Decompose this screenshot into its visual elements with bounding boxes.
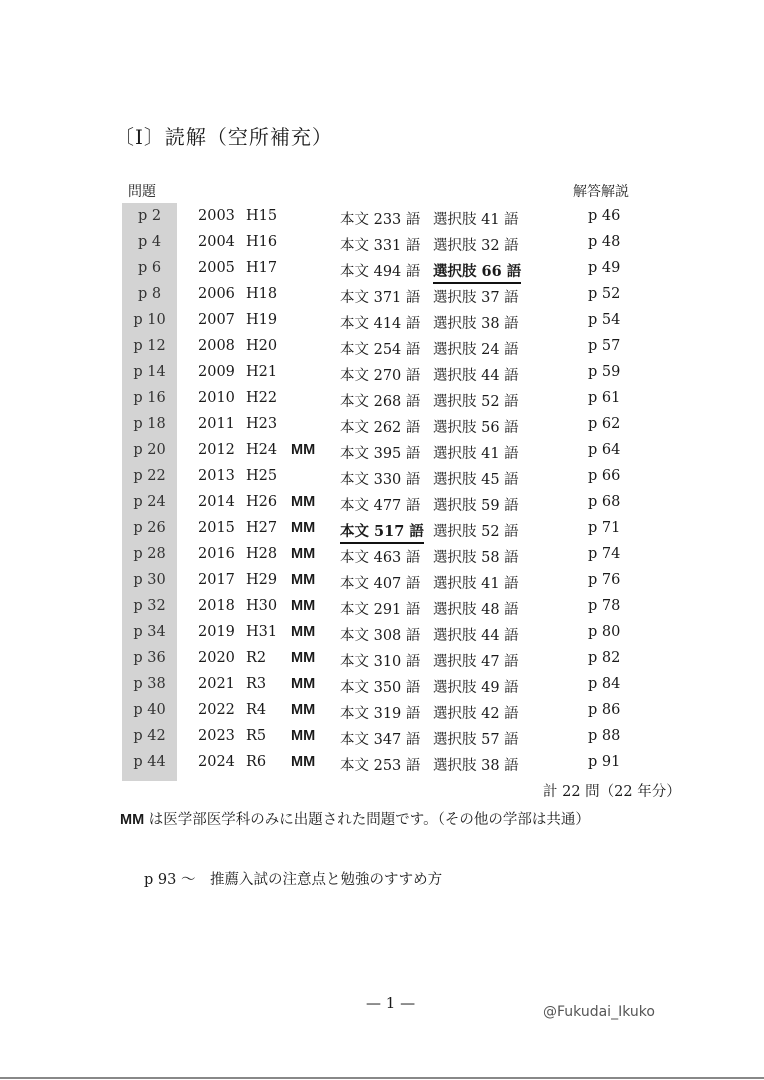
choice-word-count: 選択肢 52 語 [433,394,519,410]
answer-page: p 52 [588,286,621,302]
year: 2017 [198,572,235,588]
mm-flag: MM [291,702,316,718]
answer-page: p 59 [588,364,621,380]
text-word-count: 本文 319 語 [340,706,421,722]
mm-note-label: MM [120,812,145,828]
table-row [0,516,764,542]
question-page: p 2 [137,208,162,224]
choice-word-count: 選択肢 52 語 [433,524,519,540]
table-row [0,386,764,412]
question-page: p 26 [133,520,166,536]
question-page: p 4 [137,234,162,250]
answer-page: p 88 [588,728,621,744]
era-year: H24 [246,442,278,458]
choice-word-count: 選択肢 48 語 [433,602,519,618]
question-page: p 6 [137,260,162,276]
era-year: H20 [246,338,278,354]
answer-page: p 57 [588,338,621,354]
mm-note [120,808,590,829]
table-row [0,750,764,776]
question-page: p 8 [137,286,162,302]
year: 2018 [198,598,235,614]
era-year: H16 [246,234,278,250]
question-page: p 18 [133,416,166,432]
choice-word-count-max: 選択肢 66 語 [433,260,521,284]
year: 2004 [198,234,235,250]
question-page: p 30 [133,572,166,588]
mm-flag: MM [291,598,316,614]
question-page: p 24 [133,494,166,510]
question-page: p 36 [133,650,166,666]
year: 2021 [198,676,235,692]
era-year: H23 [246,416,278,432]
choice-word-count: 選択肢 47 語 [433,654,519,670]
answer-page: p 82 [588,650,621,666]
text-word-count: 本文 395 語 [340,446,421,462]
answer-page: p 86 [588,702,621,718]
era-year: H15 [246,208,278,224]
choice-word-count: 選択肢 44 語 [433,628,519,644]
year: 2022 [198,702,235,718]
text-word-count: 本文 331 語 [340,238,421,254]
choice-word-count: 選択肢 38 語 [433,758,519,774]
year: 2006 [198,286,235,302]
year: 2015 [198,520,235,536]
table-row [0,282,764,308]
text-word-count: 本文 407 語 [340,576,421,592]
answer-page: p 66 [588,468,621,484]
text-word-count: 本文 262 語 [340,420,421,436]
table-row [0,542,764,568]
mm-flag: MM [291,572,316,588]
choice-word-count: 選択肢 37 語 [433,290,519,306]
choice-word-count: 選択肢 58 語 [433,550,519,566]
choice-word-count: 選択肢 24 語 [433,342,519,358]
question-page: p 20 [133,442,166,458]
bottom-divider [0,1077,764,1079]
section-title: 〔Ⅰ〕読解（空所補充） [114,125,333,149]
answer-page: p 46 [588,208,621,224]
year: 2003 [198,208,235,224]
question-page: p 22 [133,468,166,484]
year: 2011 [198,416,235,432]
recommendation-section-link: p 93 〜 推薦入試の注意点と勉強のすすめ方 [144,872,443,888]
mm-flag: MM [291,650,316,666]
text-word-count: 本文 330 語 [340,472,421,488]
question-page: p 28 [133,546,166,562]
era-year: H30 [246,598,278,614]
choice-word-count: 選択肢 59 語 [433,498,519,514]
answer-page: p 78 [588,598,621,614]
table-row [0,620,764,646]
table-row [0,334,764,360]
mm-flag: MM [291,546,316,562]
era-year: H26 [246,494,278,510]
table-row [0,256,764,282]
text-word-count: 本文 414 語 [340,316,421,332]
question-page: p 10 [133,312,166,328]
year: 2009 [198,364,235,380]
text-word-count-max: 本文 517 語 [340,520,424,544]
answer-page: p 48 [588,234,621,250]
year: 2016 [198,546,235,562]
question-page: p 16 [133,390,166,406]
year: 2013 [198,468,235,484]
mm-flag: MM [291,494,316,510]
table-row [0,698,764,724]
table-row [0,204,764,230]
answer-page: p 62 [588,416,621,432]
table-row [0,230,764,256]
question-page: p 34 [133,624,166,640]
question-page: p 40 [133,702,166,718]
era-year: H31 [246,624,278,640]
text-word-count: 本文 270 語 [340,368,421,384]
table-row [0,646,764,672]
mm-flag: MM [291,520,316,536]
mm-flag: MM [291,624,316,640]
question-page: p 42 [133,728,166,744]
question-page: p 32 [133,598,166,614]
era-year: H29 [246,572,278,588]
table-row [0,490,764,516]
year: 2005 [198,260,235,276]
choice-word-count: 選択肢 44 語 [433,368,519,384]
era-year: R5 [246,728,267,744]
text-word-count: 本文 350 語 [340,680,421,696]
table-row [0,464,764,490]
year: 2007 [198,312,235,328]
choice-word-count: 選択肢 41 語 [433,212,519,228]
page-number: — 1 — [366,994,416,1012]
table-row [0,594,764,620]
era-year: H21 [246,364,278,380]
year: 2010 [198,390,235,406]
header-answer: 解答解説 [573,184,629,200]
era-year: H19 [246,312,278,328]
choice-word-count: 選択肢 56 語 [433,420,519,436]
era-year: R2 [246,650,267,666]
choice-word-count: 選択肢 45 語 [433,472,519,488]
table-row [0,568,764,594]
answer-page: p 64 [588,442,621,458]
question-page: p 12 [133,338,166,354]
author-handle: @Fukudai_Ikuko [543,1004,655,1020]
year: 2012 [198,442,235,458]
text-word-count: 本文 308 語 [340,628,421,644]
table-row [0,360,764,386]
answer-page: p 49 [588,260,621,276]
table-row [0,724,764,750]
text-word-count: 本文 310 語 [340,654,421,670]
era-year: H28 [246,546,278,562]
text-word-count: 本文 268 語 [340,394,421,410]
text-word-count: 本文 477 語 [340,498,421,514]
mm-flag: MM [291,442,316,458]
mm-flag: MM [291,676,316,692]
year: 2020 [198,650,235,666]
question-page: p 38 [133,676,166,692]
text-word-count: 本文 233 語 [340,212,421,228]
year: 2024 [198,754,235,770]
question-page: p 44 [133,754,166,770]
answer-page: p 68 [588,494,621,510]
mm-flag: MM [291,728,316,744]
era-year: H27 [246,520,278,536]
choice-word-count: 選択肢 49 語 [433,680,519,696]
text-word-count: 本文 494 語 [340,264,421,280]
text-word-count: 本文 371 語 [340,290,421,306]
text-word-count: 本文 347 語 [340,732,421,748]
total-count: 計 22 問（22 年分） [543,784,681,800]
answer-page: p 54 [588,312,621,328]
text-word-count: 本文 253 語 [340,758,421,774]
answer-page: p 84 [588,676,621,692]
choice-word-count: 選択肢 38 語 [433,316,519,332]
answer-page: p 74 [588,546,621,562]
era-year: R3 [246,676,267,692]
choice-word-count: 選択肢 41 語 [433,576,519,592]
choice-word-count: 選択肢 32 語 [433,238,519,254]
question-table [0,204,764,776]
choice-word-count: 選択肢 57 語 [433,732,519,748]
table-row [0,308,764,334]
year: 2023 [198,728,235,744]
question-page: p 14 [133,364,166,380]
table-row [0,672,764,698]
mm-flag: MM [291,754,316,770]
header-question: 問題 [128,184,156,200]
era-year: R6 [246,754,267,770]
answer-page: p 76 [588,572,621,588]
year: 2008 [198,338,235,354]
mm-note-text: は医学部医学科のみに出題された問題です。（その他の学部は共通） [144,812,590,828]
answer-page: p 71 [588,520,621,536]
era-year: H25 [246,468,278,484]
answer-page: p 61 [588,390,621,406]
table-row [0,438,764,464]
text-word-count: 本文 463 語 [340,550,421,566]
choice-word-count: 選択肢 41 語 [433,446,519,462]
text-word-count: 本文 254 語 [340,342,421,358]
era-year: R4 [246,702,267,718]
answer-page: p 80 [588,624,621,640]
text-word-count: 本文 291 語 [340,602,421,618]
year: 2014 [198,494,235,510]
answer-page: p 91 [588,754,621,770]
era-year: H18 [246,286,278,302]
year: 2019 [198,624,235,640]
era-year: H17 [246,260,278,276]
era-year: H22 [246,390,278,406]
choice-word-count: 選択肢 42 語 [433,706,519,722]
table-row [0,412,764,438]
